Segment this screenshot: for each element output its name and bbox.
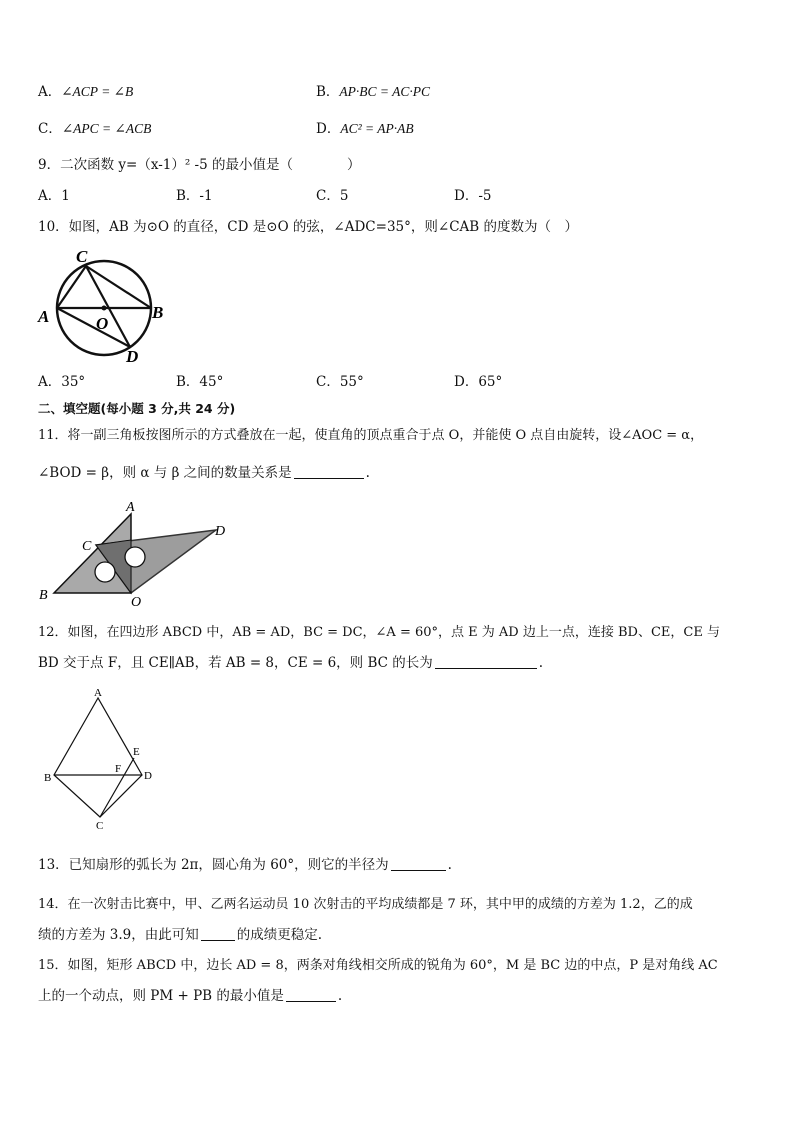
- label-c: C: [76, 247, 88, 266]
- label-e: E: [133, 746, 140, 758]
- label-a: A: [126, 500, 135, 515]
- label-b: B: [44, 772, 52, 784]
- q15-stem-line1: 15．如图，矩形 ABCD 中，边长 AD = 8，两条对角线相交所成的锐角为 60°，M 是 BC 边的中点，P 是对角线 AC: [38, 958, 718, 973]
- q9-option-d: D．-5: [454, 188, 492, 204]
- q14-answer-blank: [201, 926, 235, 941]
- q11-answer-blank: [294, 464, 364, 479]
- label-b: B: [39, 588, 48, 603]
- q13-stem-text: 13．已知扇形的弧长为 2π，圆心角为 60°，则它的半径为: [38, 857, 389, 873]
- q11-stem-line2: [38, 464, 370, 482]
- q10-option-c: C．55°: [316, 374, 364, 390]
- q12-stem-line1: 12．如图，在四边形 ABCD 中，AB = AD，BC = DC，∠A = 60°，点 E 为 AD 边上一点，连接 BD、CE，CE 与: [38, 625, 720, 640]
- q8-option-b-math: AP·BC = AC·PC: [339, 84, 431, 99]
- q13-answer-blank: [391, 856, 446, 871]
- label-c: C: [82, 539, 92, 554]
- q8-option-d-letter: D．: [316, 121, 341, 137]
- q12-answer-blank: [435, 654, 537, 669]
- q15-stem-line2: [38, 987, 342, 1005]
- q8-option-c: [38, 120, 151, 138]
- label-b: B: [152, 303, 164, 322]
- q12-stem-line2-text: BD 交于点 F，且 CE∥AB，若 AB = 8，CE = 6，则 BC 的长为: [38, 655, 433, 671]
- q13-period: .: [447, 857, 452, 873]
- q14-stem-line1: 14．在一次射击比赛中，甲、乙两名运动员 10 次射击的平均成绩都是 7 环，其中甲的成绩的方差为 1.2，乙的成: [38, 897, 693, 912]
- q14-stem-end: 的成绩更稳定.: [236, 927, 323, 943]
- hole-right: [125, 547, 145, 567]
- q10-circle-figure: [34, 245, 174, 367]
- q8-option-c-math: ∠APC = ∠ACB: [61, 121, 152, 136]
- q15-period: .: [337, 988, 343, 1004]
- q10-option-a: A．35°: [38, 374, 86, 390]
- q11-stem-line2-text: ∠BOD = β，则 α 与 β 之间的数量关系是: [38, 465, 292, 481]
- q11-triangles-figure: [34, 498, 234, 610]
- q12-period: .: [538, 655, 544, 671]
- quad-abcd: [54, 698, 142, 817]
- label-a: A: [94, 687, 102, 699]
- label-f: F: [115, 763, 122, 775]
- center-dot: [102, 306, 107, 311]
- label-o: O: [96, 314, 109, 333]
- q8-option-d-math: AC² = AP·AB: [340, 121, 414, 136]
- label-o: O: [131, 595, 142, 610]
- chord-cb: [86, 266, 151, 308]
- hole-left: [95, 562, 115, 582]
- q14-stem-line2: [38, 926, 322, 944]
- q9-option-a: A．1: [38, 188, 70, 204]
- q14-stem-line2-text: 绩的方差为 3.9，由此可知: [38, 927, 199, 943]
- q10-stem: 10．如图，AB 为⊙O 的直径，CD 是⊙O 的弦，∠ADC=35°，则∠CAB 的度数为（ ）: [38, 219, 578, 235]
- q12-quadrilateral-figure: [38, 686, 168, 832]
- q13-stem: [38, 856, 452, 874]
- q8-option-a-math: ∠ACP = ∠B: [61, 84, 134, 99]
- label-d: D: [126, 347, 139, 366]
- q8-option-a: [38, 83, 133, 101]
- q9-stem: 9．二次函数 y=（x-1）² -5 的最小值是（ ）: [38, 157, 361, 173]
- q8-option-b: [316, 83, 430, 101]
- q15-answer-blank: [286, 987, 336, 1002]
- q8-option-d: [316, 120, 414, 138]
- label-d: D: [215, 524, 226, 539]
- q11-period: .: [365, 465, 370, 481]
- section-heading-fill-in: 二、填空题(每小题 3 分,共 24 分): [38, 401, 236, 416]
- q15-stem-line2-text: 上的一个动点，则 PM + PB 的最小值是: [38, 988, 284, 1004]
- label-d: D: [144, 770, 152, 782]
- q8-option-b-letter: B．: [316, 84, 340, 100]
- q8-option-a-letter: A．: [38, 84, 62, 100]
- q12-stem-line2: [38, 654, 543, 672]
- q9-option-b: B．-1: [176, 188, 213, 204]
- q10-option-d: D．65°: [454, 374, 503, 390]
- q8-option-c-letter: C．: [38, 121, 62, 137]
- label-a: A: [38, 307, 50, 326]
- q9-option-c: C．5: [316, 188, 349, 204]
- q10-option-b: B．45°: [176, 374, 224, 390]
- label-c: C: [96, 820, 104, 832]
- q11-stem-line1: 11．将一副三角板按图所示的方式叠放在一起，使直角的顶点重合于点 O，并能使 O 点自由旋转，设∠AOC = α，: [38, 428, 704, 443]
